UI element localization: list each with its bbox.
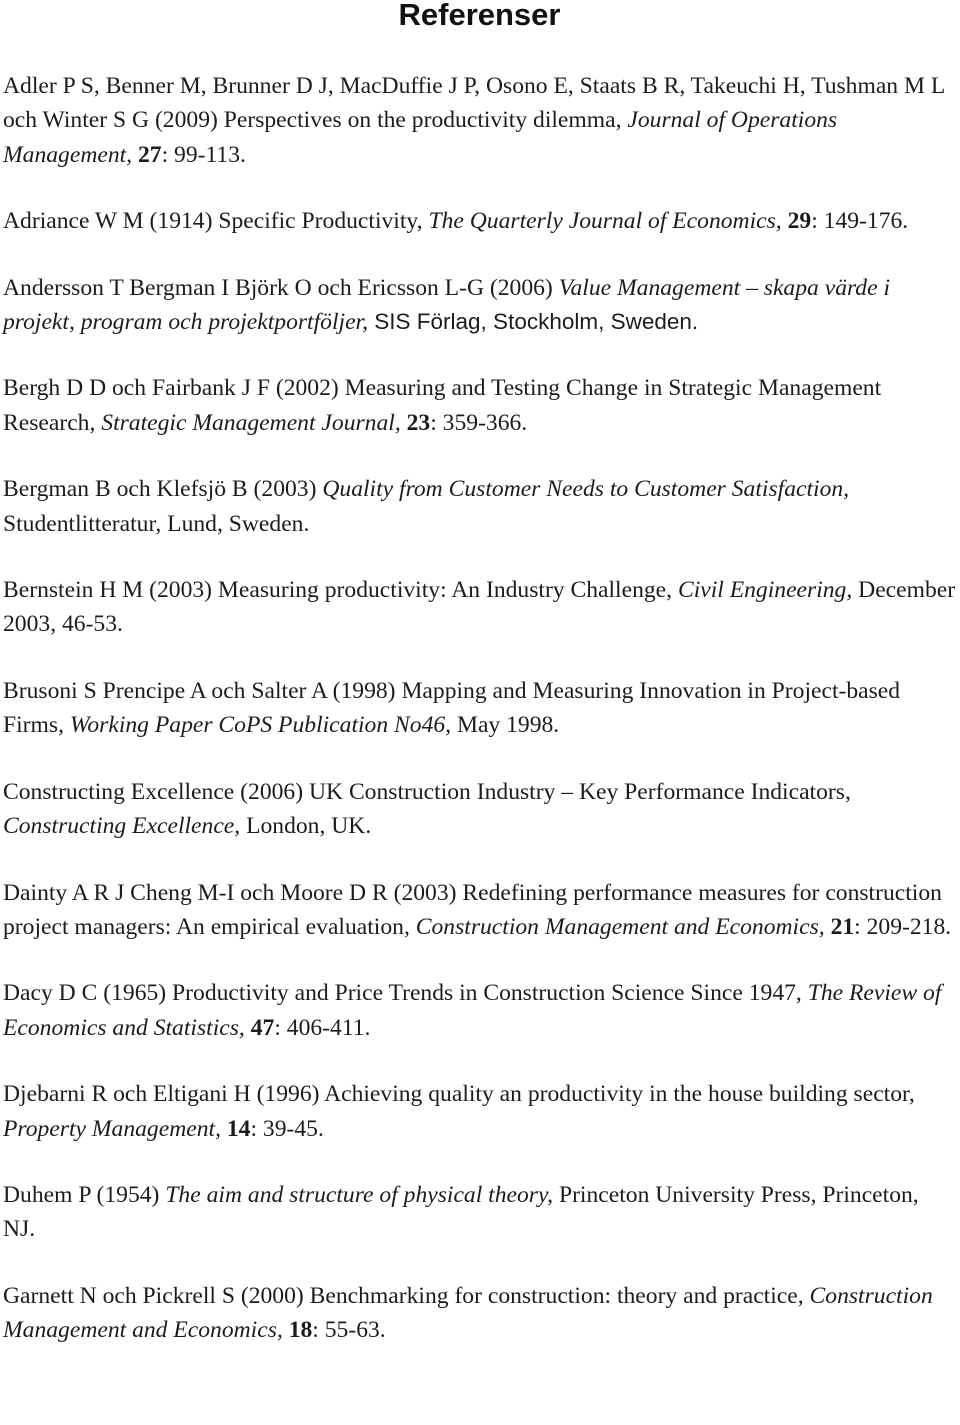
reference-entry (3, 674, 956, 743)
reference-entry (3, 976, 956, 1045)
reference-entry (3, 775, 956, 844)
reference-entry (3, 876, 956, 945)
reference-source-title: Journal of Operations Management, (3, 107, 838, 168)
reference-volume: 14 (226, 1115, 251, 1142)
reference-text: Duhem P (1954) (3, 1181, 166, 1208)
reference-volume: 18 (288, 1317, 313, 1344)
reference-text: Studentlitteratur, Lund, Sweden. (3, 510, 310, 537)
reference-source-title: Working Paper CoPS Publication No46, (69, 712, 452, 739)
reference-list (3, 69, 956, 1348)
reference-text: London, UK. (240, 813, 372, 840)
reference-text: Adriance W M (1914) Specific Productivity, (3, 208, 429, 235)
reference-text: : 209-218. (854, 913, 952, 940)
reference-text: Constructing Excellence (2006) UK Construction Industry – Key Performance Indicators, (3, 778, 851, 805)
reference-entry (3, 1279, 956, 1348)
reference-text: Andersson T Bergman I Björk O och Ericsson L-G (2006) (3, 274, 559, 301)
reference-text: : 406-411. (274, 1014, 371, 1041)
reference-source-title: Construction Management and Economics, (415, 913, 825, 940)
reference-text: Dainty A R J Cheng M-I och Moore D R (2003) Redefining performance measures for construction project managers: An empirical evaluation, (3, 879, 942, 940)
reference-entry (3, 573, 956, 642)
reference-text: : 359-366. (430, 409, 528, 436)
reference-source-title: Quality from Customer Needs to Customer Satisfaction, (322, 476, 850, 503)
reference-entry (3, 371, 956, 440)
page-title: Referenser (398, 0, 561, 32)
reference-text: Garnett N och Pickrell S (2000) Benchmarking for construction: theory and practice, (3, 1282, 810, 1309)
reference-text: : 39-45. (250, 1115, 324, 1142)
reference-source-title: The Quarterly Journal of Economics, (428, 208, 782, 235)
reference-text: Brusoni S Prencipe A och Salter A (1998) Mapping and Measuring Innovation in Project-based Firms, (3, 677, 901, 739)
reference-source-title: Strategic Management Journal, (101, 409, 401, 436)
reference-source-title: Value Management – skapa värde i projekt, program och projektportföljer, (3, 274, 891, 336)
reference-entry (3, 271, 956, 340)
reference-entry (3, 1178, 956, 1247)
reference-text: May 1998. (451, 712, 560, 739)
reference-text: Djebarni R och Eltigani H (1996) Achieving quality an productivity in the house building sector, (3, 1081, 915, 1108)
reference-entry (3, 472, 956, 541)
reference-source-title: The aim and structure of physical theory, (165, 1181, 554, 1208)
reference-text: Bergh D D och Fairbank J F (2002) Measuring and Testing Change in Strategic Management Research, (3, 375, 882, 436)
reference-volume: 23 (406, 409, 431, 436)
reference-source-title: The Review of Economics and Statistics, (3, 980, 942, 1041)
reference-text: Adler P S, Benner M, Brunner D J, MacDuffie J P, Osono E, Staats B R, Takeuchi H, Tushman M L och Winter S G (2009) Perspectives on the productivity dilemma, (3, 73, 945, 134)
reference-text: Bernstein H M (2003) Measuring productivity: An Industry Challenge, (3, 577, 678, 604)
reference-text: Princeton University Press, Princeton, NJ. (3, 1181, 919, 1243)
reference-volume: 47 (250, 1014, 275, 1041)
reference-source-title: Constructing Excellence, (3, 813, 241, 840)
reference-volume: 29 (787, 208, 812, 235)
reference-text: Dacy D C (1965) Productivity and Price Trends in Construction Science Since 1947, (3, 980, 808, 1007)
reference-text: SIS Förlag, Stockholm, Sweden. (368, 309, 699, 335)
reference-text: : 99-113. (161, 141, 246, 168)
reference-entry (3, 69, 956, 172)
reference-entry (3, 1077, 956, 1146)
reference-text: : 55-63. (312, 1317, 386, 1344)
reference-source-title: Property Management, (3, 1115, 221, 1142)
reference-text: : 149-176. (811, 208, 909, 235)
reference-volume: 21 (830, 913, 855, 940)
reference-source-title: Civil Engineering, (677, 577, 853, 604)
reference-text: Bergman B och Klefsjö B (2003) (3, 476, 323, 503)
reference-source-title: Construction Management and Economics, (3, 1282, 933, 1344)
reference-entry (3, 204, 956, 238)
reference-volume: 27 (137, 141, 162, 168)
reference-text: December 2003, 46-53. (3, 577, 956, 638)
